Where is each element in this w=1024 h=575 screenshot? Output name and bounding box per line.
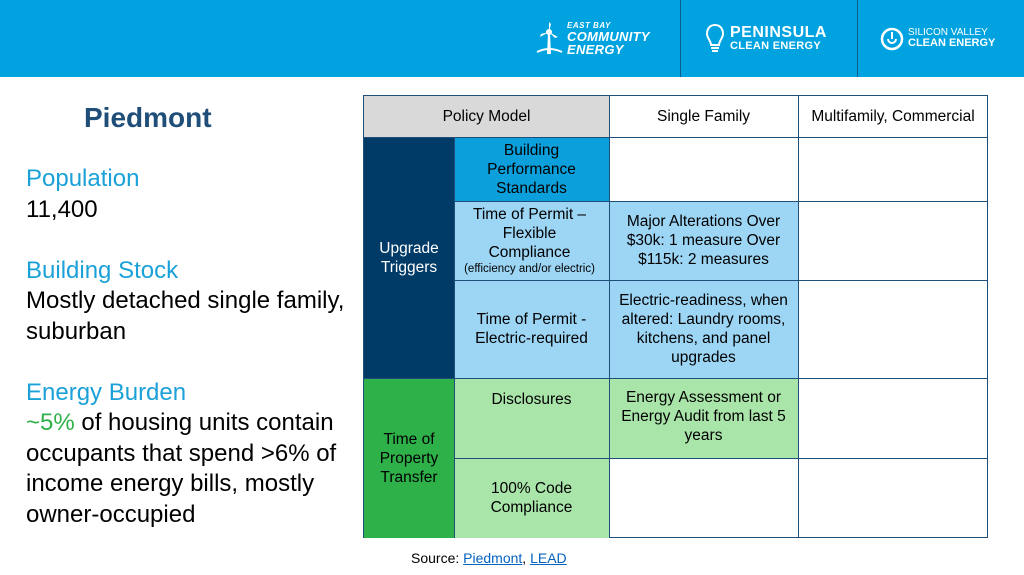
grid-line [364, 378, 988, 379]
mf-disclosures [798, 378, 988, 458]
policy-flexible-label: Time of Permit – Flexible Compliance [472, 206, 587, 261]
grid-line [454, 280, 988, 281]
group-time-of-property-transfer: Time of Property Transfer [364, 378, 454, 538]
mf-time-of-permit-flexible [798, 201, 988, 280]
pce-line-1: PENINSULA [730, 24, 827, 41]
policy-code-compliance: 100% Code Compliance [454, 458, 609, 538]
header-banner [0, 0, 1024, 77]
mf-time-of-permit-electric [798, 280, 988, 378]
policy-building-performance-standards: Building Performance Standards [454, 137, 609, 201]
population-value: 11,400 [26, 195, 98, 223]
grid-line [454, 458, 988, 459]
svce-line-2: CLEAN ENERGY [908, 37, 996, 49]
power-symbol-icon [880, 27, 904, 51]
mf-building-performance [798, 137, 988, 201]
policy-table [363, 95, 988, 538]
header-single-family: Single Family [656, 108, 751, 125]
city-title: Piedmont [84, 102, 212, 133]
mf-code-compliance [798, 458, 988, 538]
policy-time-of-permit-electric: Time of Permit - Electric-required [454, 280, 609, 378]
svce-line-1: SILICON VALLEY [908, 27, 988, 38]
source-link-lead[interactable]: LEAD [530, 550, 567, 566]
source-citation [411, 550, 567, 566]
east-bay-community-energy-logo [534, 0, 650, 77]
sf-disclosures: Energy Assessment or Energy Audit from last 5 years [609, 378, 798, 458]
sf-code-compliance [609, 458, 798, 538]
energy-burden-text: of housing units contain occupants that spend >6% of income energy bills, mostly owner-occupied [26, 409, 337, 528]
building-stock-label: Building Stock [26, 256, 179, 284]
source-separator: , [522, 550, 531, 566]
grid-line [454, 137, 455, 538]
policy-flexible-note: (efficiency and/or electric) [464, 263, 595, 275]
header-multifamily-commercial: Multifamily, Commercial [811, 108, 975, 125]
energy-burden-value [26, 408, 356, 530]
city-stats [26, 164, 356, 530]
sf-building-performance [609, 137, 798, 201]
ebce-line-1: EAST BAY [567, 20, 611, 30]
policy-disclosures: Disclosures [454, 378, 609, 458]
building-stock-value: Mostly detached single family, suburban [26, 287, 345, 345]
silicon-valley-clean-energy-logo [880, 0, 995, 77]
grid-line [364, 137, 988, 138]
sf-time-of-permit-flexible: Major Alterations Over $30k: 1 measure Over $115k: 2 measures [609, 201, 798, 280]
source-label: Source: [411, 550, 464, 566]
ebce-line-3: ENERGY [567, 41, 624, 57]
wind-turbine-icon [534, 22, 564, 56]
group-upgrade-triggers: Upgrade Triggers [364, 137, 454, 378]
policy-time-of-permit-flexible [454, 201, 609, 280]
population-label: Population [26, 165, 140, 192]
grid-line [798, 96, 799, 538]
energy-burden-percent: ~5% [26, 409, 75, 436]
logo-divider [857, 0, 858, 77]
pce-line-2: CLEAN ENERGY [730, 40, 821, 52]
sf-time-of-permit-electric: Electric-readiness, when altered: Laundry rooms, kitchens, and panel upgrades [609, 280, 798, 378]
grid-line [609, 96, 610, 538]
lightbulb-icon [706, 24, 724, 54]
source-link-piedmont[interactable]: Piedmont [463, 550, 523, 566]
grid-line [454, 201, 988, 202]
logo-divider [680, 0, 681, 77]
peninsula-clean-energy-logo [706, 0, 827, 77]
energy-burden-label: Energy Burden [26, 378, 187, 406]
header-policy-model: Policy Model [364, 96, 609, 137]
ebce-line-2: COMMUNITY [567, 28, 650, 44]
